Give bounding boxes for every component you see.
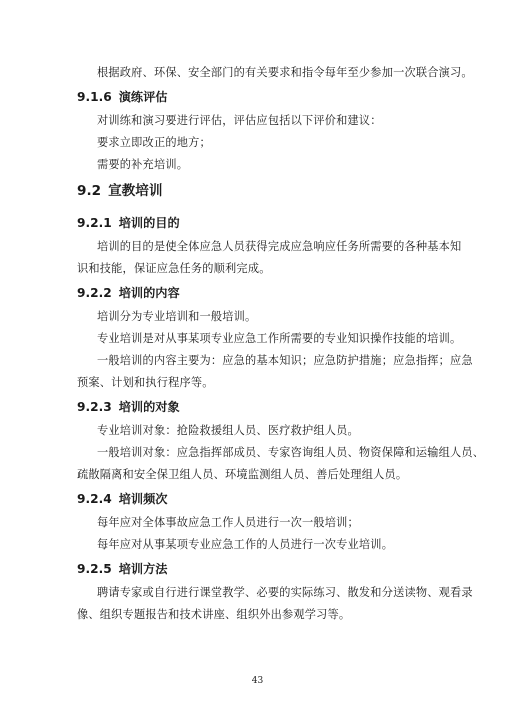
paragraph-line: 像、组织专题报告和技术讲座、组织外出参观学习等。 bbox=[77, 608, 351, 621]
paragraph-line: 需要的补充培训。 bbox=[97, 158, 189, 171]
paragraph-line: 疏散隔离和安全保卫组人员、环境监测组人员、善后处理组人员。 bbox=[77, 468, 408, 481]
section-title: 宣教培训 bbox=[108, 183, 163, 199]
paragraph-line: 每年应对从事某项专业应急工作的人员进行一次专业培训。 bbox=[97, 538, 394, 551]
section-heading-9-2-3 bbox=[77, 400, 180, 415]
section-heading-9-2 bbox=[77, 183, 162, 200]
paragraph-line: 识和技能，保证应急任务的顺利完成。 bbox=[77, 262, 271, 275]
section-number: 9.2.5 bbox=[77, 562, 112, 576]
section-number: 9.2.2 bbox=[77, 286, 112, 300]
section-number: 9.2.4 bbox=[77, 492, 112, 506]
section-heading-9-2-4 bbox=[77, 492, 167, 507]
paragraph-line: 每年应对全体事故应急工作人员进行一次一般培训； bbox=[97, 516, 359, 529]
section-heading-9-1-6 bbox=[77, 90, 167, 105]
section-title: 培训方法 bbox=[118, 562, 168, 576]
section-heading-9-2-1 bbox=[77, 216, 180, 231]
section-title: 演练评估 bbox=[118, 90, 168, 104]
section-heading-9-2-2 bbox=[77, 286, 180, 301]
section-title: 培训的目的 bbox=[118, 216, 180, 230]
paragraph-line: 培训的目的是使全体应急人员获得完成应急响应任务所需要的各种基本知 bbox=[97, 240, 462, 253]
section-number: 9.1.6 bbox=[77, 90, 112, 104]
section-title: 培训频次 bbox=[118, 492, 168, 506]
paragraph-line: 要求立即改正的地方； bbox=[97, 136, 211, 149]
paragraph-line: 根据政府、环保、安全部门的有关要求和指令每年至少参加一次联合演习。 bbox=[97, 66, 473, 79]
paragraph-line: 一般培训的内容主要为：应急的基本知识；应急防护措施；应急指挥；应急 bbox=[97, 354, 473, 367]
paragraph-line: 专业培训是对从事某项专业应急工作所需要的专业知识操作技能的培训。 bbox=[97, 332, 462, 345]
paragraph-line: 培训分为专业培训和一般培训。 bbox=[97, 310, 257, 323]
section-heading-9-2-5 bbox=[77, 562, 167, 577]
section-number: 9.2 bbox=[77, 183, 102, 199]
paragraph-line: 对训练和演习要进行评估，评估应包括以下评价和建议： bbox=[97, 114, 382, 127]
paragraph-line: 预案、计划和执行程序等。 bbox=[77, 376, 214, 389]
section-title: 培训的内容 bbox=[118, 286, 180, 300]
section-title: 培训的对象 bbox=[118, 400, 180, 414]
paragraph-line: 专业培训对象：抢险救援组人员、医疗救护组人员。 bbox=[97, 424, 359, 437]
paragraph-line: 聘请专家或自行进行课堂教学、必要的实际练习、散发和分送读物、观看录 bbox=[97, 586, 473, 599]
section-number: 9.2.3 bbox=[77, 400, 112, 414]
page-number: 43 bbox=[251, 676, 264, 686]
section-number: 9.2.1 bbox=[77, 216, 112, 230]
paragraph-line: 一般培训对象：应急指挥部成员、专家咨询组人员、物资保障和运输组人员、 bbox=[97, 446, 485, 459]
